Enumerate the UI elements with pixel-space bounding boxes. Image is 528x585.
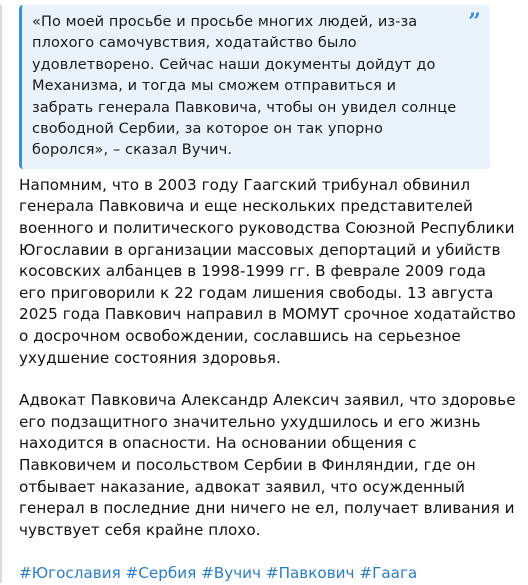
hashtag-link[interactable]: #Гаага bbox=[359, 564, 418, 583]
quote-mark-icon: ” bbox=[468, 9, 481, 35]
blockquote bbox=[19, 5, 490, 169]
hashtag-link[interactable]: #Сербия bbox=[125, 564, 197, 583]
quote-text: «По моей просьбе и просьбе многих людей, из-за плохого самочувствия, ходатайство было удовлетворено. Сейчас наши документы дойдут до Механизма, и тогда мы сможем отправиться и забрать генерала Павковича, чтобы он увидел солнце свободной Сербии, за которое он так упорно боролся», – сказал Вучич. bbox=[32, 14, 457, 159]
hashtag-link[interactable]: #Вучич bbox=[201, 564, 262, 583]
message-bubble bbox=[0, 5, 528, 583]
paragraph-1: Напомним, что в 2003 году Гаагский трибунал обвинил генерала Павковича и еще нескольких представителей военного и политического руководства Союзной Республики Югославии в организации массовых депортаций и убийств косовских албанцев в 1998-1999 гг. В феврале 2009 года его приговорили к 22 годам лишения свободы. 13 августа 2025 года Павкович направил в МОМУТ срочное ходатайство о досрочном освобождении, сославшись на серьезное ухудшение состояния здоровья. bbox=[19, 175, 516, 367]
paragraph-2: Адвокат Павковича Александр Алексич заявил, что здоровье его подзащитного значительно ухудшилось и его жизнь находится в опасности. На основании общения с Павковичем и посольством Сербии в Финляндии, где он отбывает наказание, адвокат заявил, что осужденный генерал в последние дни ничего не ел, получает вливания и чувствует себя крайне плохо. bbox=[19, 391, 516, 539]
hashtag-link[interactable]: #Югославия bbox=[19, 564, 121, 583]
bubble-edge bbox=[0, 5, 2, 583]
hashtag-list bbox=[19, 563, 516, 585]
hashtag-link[interactable]: #Павкович bbox=[265, 564, 355, 583]
